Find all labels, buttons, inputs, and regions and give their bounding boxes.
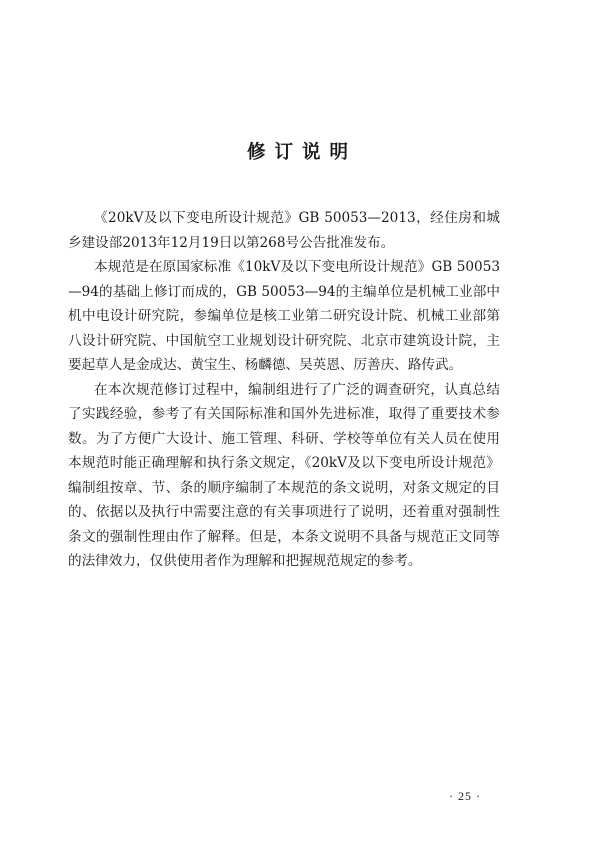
page-number: · 25 · [449,789,481,803]
page-title: 修订说明 [246,142,357,163]
document-body [68,206,500,574]
paragraph-approval: 《20kV及以下变电所设计规范》GB 50053—2013，经住房和城乡建设部2013年12月19日以第268号公告批准发布。 [68,210,500,251]
paragraph-revision-process: 在本次规范修订过程中，编制组进行了广泛的调查研究，认真总结了实践经验，参考了有关国际标准和国外先进标准，取得了重要技术参数。为了方便广大设计、施工管理、科研、学校等单位有关人员在使用本规范时能正确理解和执行条文规定，《20kV及以下变电所设计规范》编制组按章、节、条的顺序编制了本规范的条文说明，对条文规定的目的、依据以及执行中需要注意的有关事项进行了说明，还着重对强制性条文的强制性理由作了解释。但是，本条文说明不具备与规范正文同等的法律效力，仅供使用者作为理解和把握规范规定的参考。 [68,381,500,569]
paragraph-history: 本规范是在原国家标准《10kV及以下变电所设计规范》GB 50053—94的基础上修订而成的，GB 50053—94的主编单位是机械工业部中机中电设计研究院，参编单位是核工业第二研究设计院、机械工业部第八设计研究院、中国航空工业规划设计研究院、北京市建筑设计院，主要起草人是金成达、黄宝生、杨麟德、吴英恩、厉善庆、路传武。 [68,259,500,373]
